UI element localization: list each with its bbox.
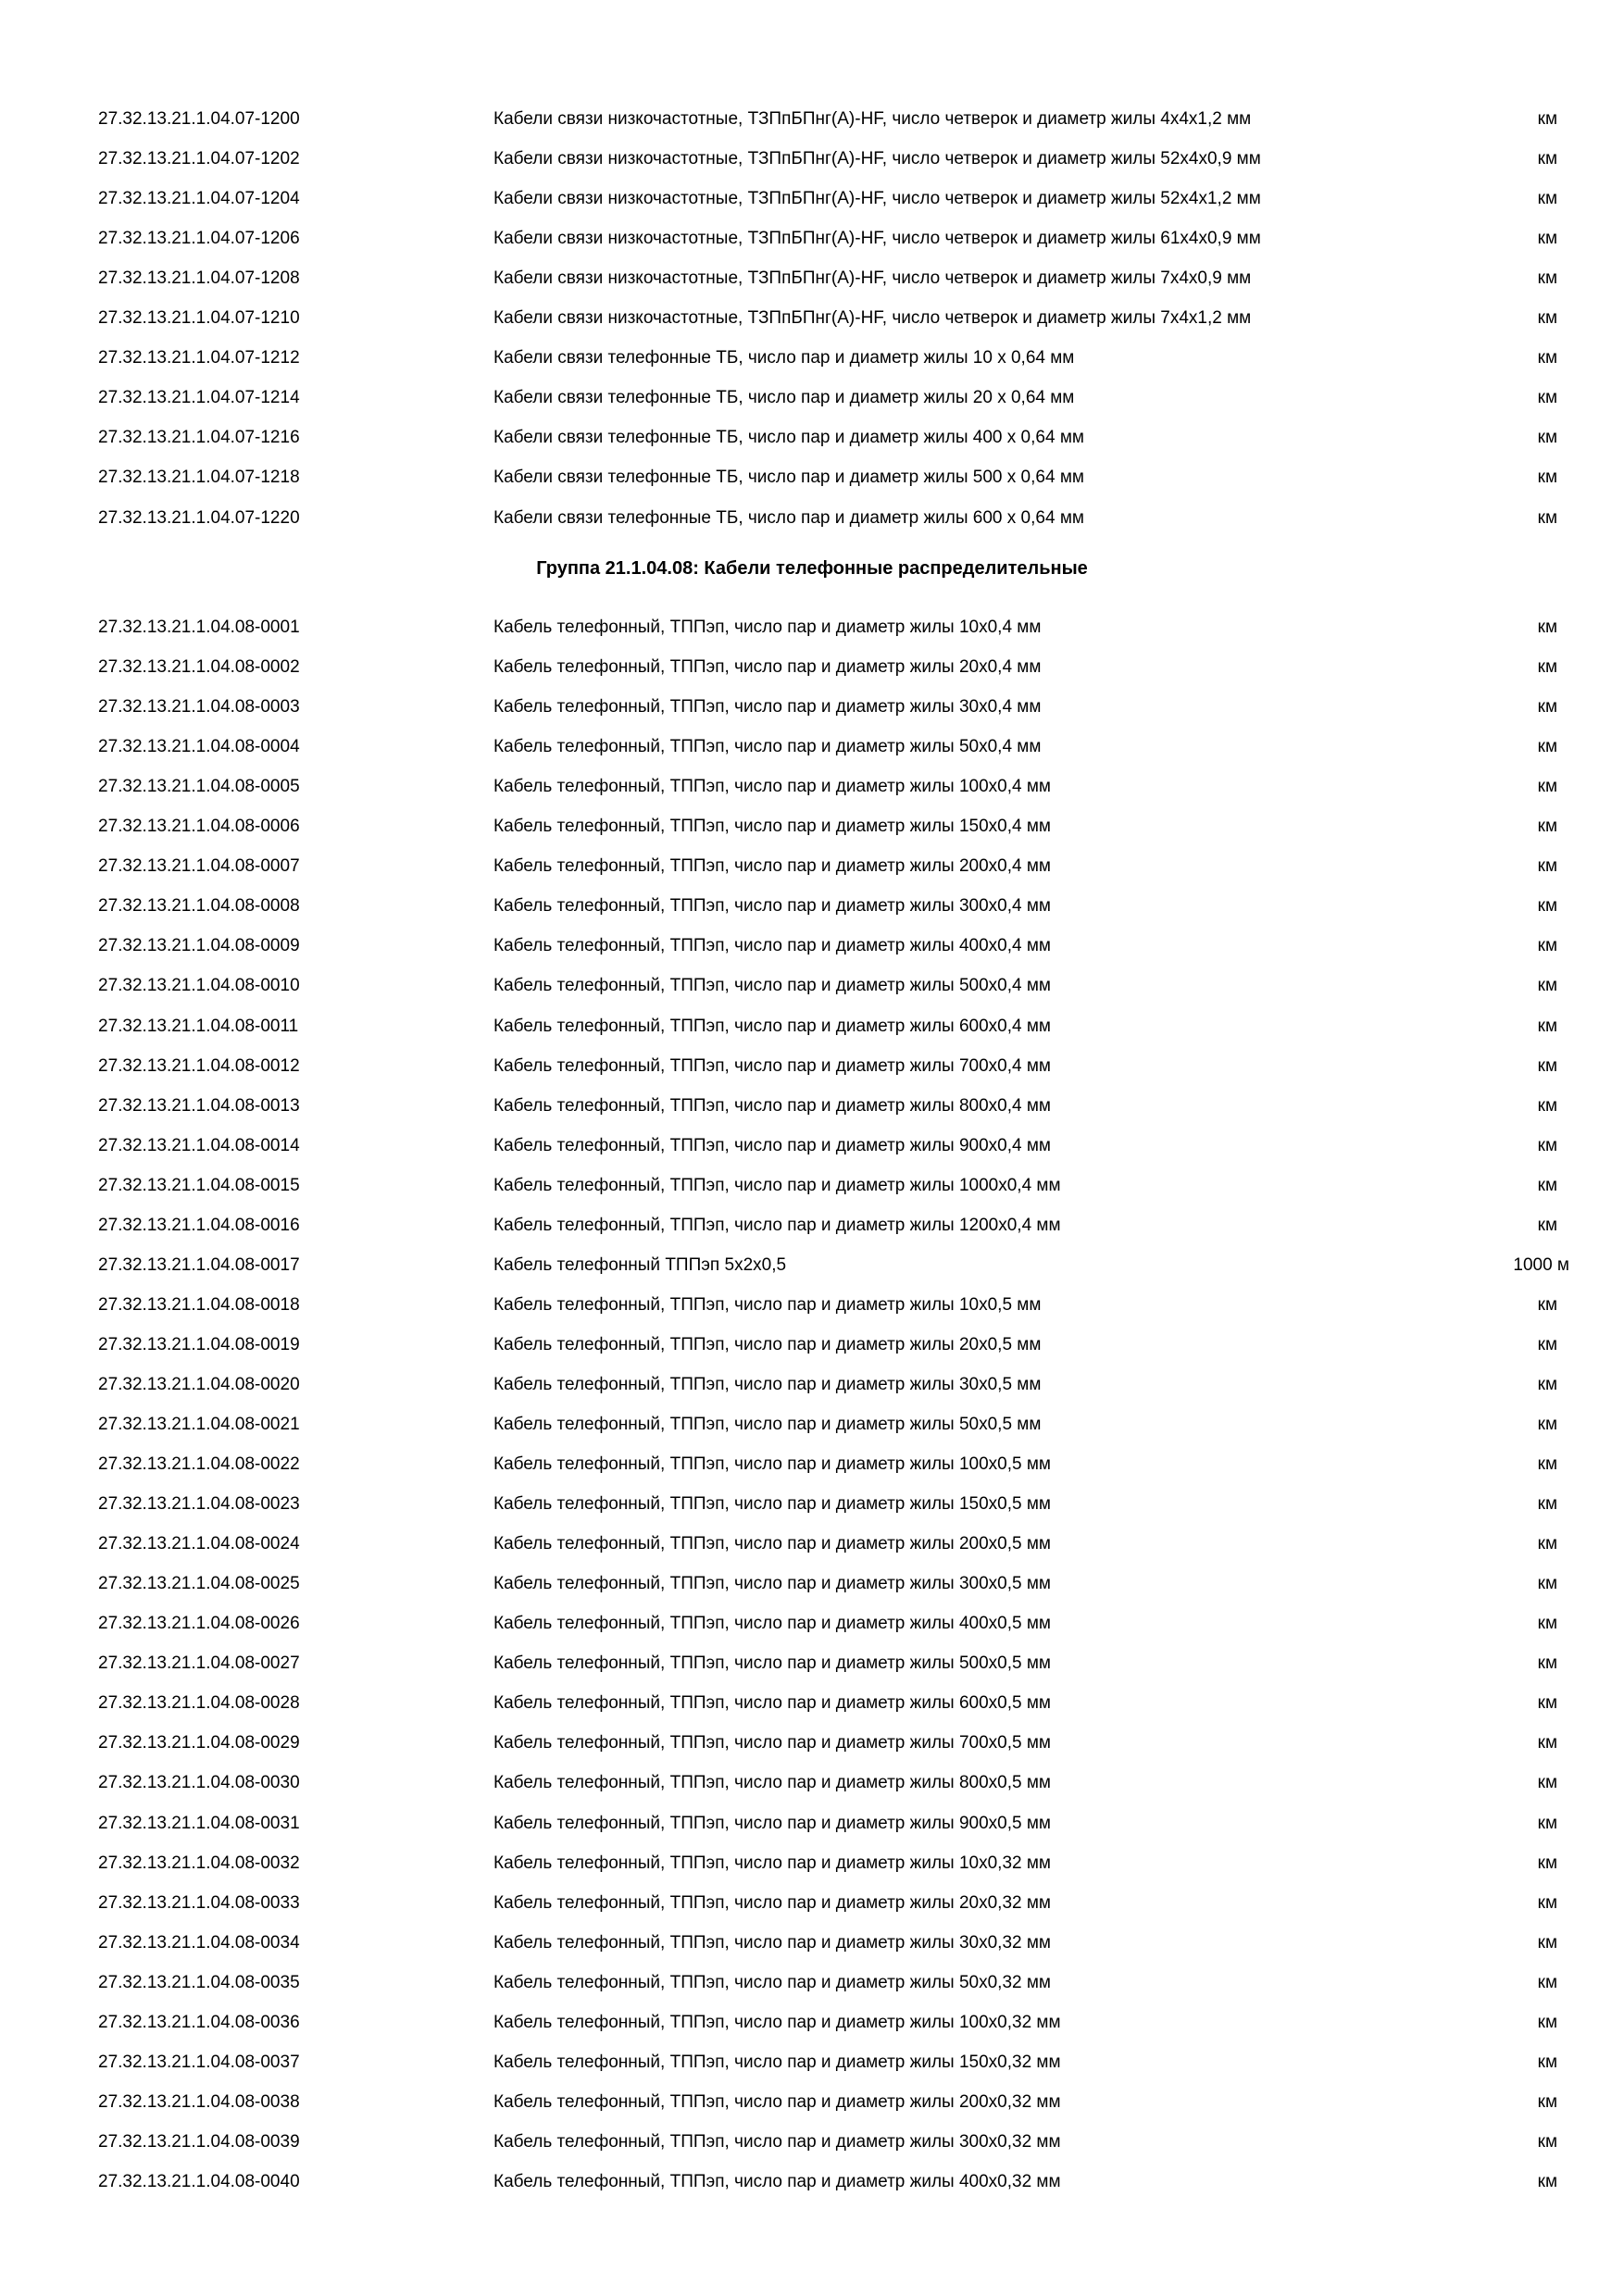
item-unit: км bbox=[1537, 1574, 1557, 1594]
item-description: Кабель телефонный, ТППэп, число пар и диаметр жилы 800х0,5 мм bbox=[493, 1773, 1051, 1793]
item-description: Кабель телефонный, ТППэп, число пар и диаметр жилы 500х0,4 мм bbox=[493, 976, 1051, 996]
item-unit: км bbox=[1537, 428, 1557, 448]
item-description: Кабель телефонный ТППэп 5х2х0,5 bbox=[493, 1254, 787, 1275]
item-code: 27.32.13.21.1.04.08-0040 bbox=[98, 2171, 300, 2191]
item-description: Кабели связи низкочастотные, ТЗПпБПнг(А)-HF, число четверок и диаметр жилы 61х4х0,9 мм bbox=[493, 229, 1261, 249]
table-row bbox=[0, 419, 1624, 456]
item-code: 27.32.13.21.1.04.08-0028 bbox=[98, 1693, 300, 1714]
item-code: 27.32.13.21.1.04.08-0008 bbox=[98, 896, 300, 917]
item-description: Кабель телефонный, ТППэп, число пар и диаметр жилы 300х0,4 мм bbox=[493, 896, 1051, 917]
table-row bbox=[0, 101, 1624, 138]
item-code: 27.32.13.21.1.04.08-0003 bbox=[98, 697, 300, 718]
table-row bbox=[0, 1088, 1624, 1125]
item-unit: км bbox=[1537, 777, 1557, 797]
table-row bbox=[0, 1287, 1624, 1324]
item-code: 27.32.13.21.1.04.08-0015 bbox=[98, 1175, 300, 1195]
table-row bbox=[0, 848, 1624, 885]
item-unit: км bbox=[1537, 268, 1557, 289]
table-row bbox=[0, 2004, 1624, 2041]
table-row bbox=[0, 1406, 1624, 1443]
item-description: Кабели связи телефонные ТБ, число пар и диаметр жилы 20 х 0,64 мм bbox=[493, 388, 1075, 408]
item-unit: км bbox=[1537, 1614, 1557, 1634]
item-code: 27.32.13.21.1.04.08-0026 bbox=[98, 1614, 300, 1634]
item-description: Кабель телефонный, ТППэп, число пар и диаметр жилы 200х0,32 мм bbox=[493, 2091, 1061, 2112]
item-unit: км bbox=[1537, 936, 1557, 956]
item-code: 27.32.13.21.1.04.07-1202 bbox=[98, 149, 300, 169]
table-row bbox=[0, 380, 1624, 417]
table-row bbox=[0, 1805, 1624, 1842]
item-code: 27.32.13.21.1.04.08-0025 bbox=[98, 1574, 300, 1594]
item-code: 27.32.13.21.1.04.08-0004 bbox=[98, 737, 300, 757]
table-row bbox=[0, 459, 1624, 496]
item-code: 27.32.13.21.1.04.08-0020 bbox=[98, 1374, 300, 1394]
item-code: 27.32.13.21.1.04.08-0001 bbox=[98, 618, 300, 637]
table-row bbox=[0, 1486, 1624, 1523]
table-row bbox=[0, 1048, 1624, 1085]
item-code: 27.32.13.21.1.04.07-1220 bbox=[98, 507, 300, 528]
item-description: Кабель телефонный, ТППэп, число пар и диаметр жилы 900х0,4 мм bbox=[493, 1135, 1051, 1155]
table-row bbox=[0, 1366, 1624, 1404]
item-unit: км bbox=[1537, 1972, 1557, 1992]
table-row bbox=[0, 1008, 1624, 1045]
table-row bbox=[0, 1327, 1624, 1364]
item-description: Кабель телефонный, ТППэп, число пар и диаметр жилы 10х0,32 мм bbox=[493, 1853, 1051, 1873]
table-row bbox=[0, 1885, 1624, 1922]
item-code: 27.32.13.21.1.04.08-0032 bbox=[98, 1853, 300, 1873]
item-description: Кабели связи низкочастотные, ТЗПпБПнг(А)-HF, число четверок и диаметр жилы 7х4х0,9 мм bbox=[493, 268, 1252, 289]
item-description: Кабель телефонный, ТППэп, число пар и диаметр жилы 300х0,5 мм bbox=[493, 1574, 1051, 1594]
item-unit: км bbox=[1537, 817, 1557, 837]
item-unit: км bbox=[1537, 149, 1557, 169]
table-row bbox=[0, 888, 1624, 925]
item-unit: км bbox=[1537, 1653, 1557, 1674]
item-code: 27.32.13.21.1.04.08-0036 bbox=[98, 2012, 300, 2032]
group-title: Группа 21.1.04.08: Кабели телефонные распределительные bbox=[536, 558, 1088, 579]
item-unit: км bbox=[1537, 737, 1557, 757]
item-code: 27.32.13.21.1.04.08-0027 bbox=[98, 1653, 300, 1674]
item-description: Кабель телефонный, ТППэп, число пар и диаметр жилы 30х0,5 мм bbox=[493, 1374, 1042, 1394]
item-unit: км bbox=[1537, 1773, 1557, 1793]
item-unit: км bbox=[1537, 976, 1557, 996]
item-unit: км bbox=[1537, 1892, 1557, 1913]
item-code: 27.32.13.21.1.04.08-0014 bbox=[98, 1135, 300, 1155]
table-row bbox=[0, 141, 1624, 178]
item-code: 27.32.13.21.1.04.08-0006 bbox=[98, 817, 300, 837]
item-description: Кабели связи низкочастотные, ТЗПпБПнг(А)-HF, число четверок и диаметр жилы 7х4х1,2 мм bbox=[493, 308, 1252, 329]
item-code: 27.32.13.21.1.04.08-0013 bbox=[98, 1095, 300, 1116]
item-code: 27.32.13.21.1.04.07-1210 bbox=[98, 308, 300, 329]
item-description: Кабель телефонный, ТППэп, число пар и диаметр жилы 1200х0,4 мм bbox=[493, 1215, 1061, 1235]
item-unit: км bbox=[1537, 1534, 1557, 1554]
item-code: 27.32.13.21.1.04.08-0022 bbox=[98, 1454, 300, 1475]
table-row bbox=[0, 768, 1624, 805]
item-description: Кабель телефонный, ТППэп, число пар и диаметр жилы 30х0,4 мм bbox=[493, 697, 1042, 718]
table-row bbox=[0, 967, 1624, 1004]
item-description: Кабель телефонный, ТППэп, число пар и диаметр жилы 200х0,4 мм bbox=[493, 856, 1051, 877]
item-code: 27.32.13.21.1.04.08-0030 bbox=[98, 1773, 300, 1793]
item-unit: км bbox=[1537, 388, 1557, 408]
table-row bbox=[0, 2044, 1624, 2081]
item-unit: км bbox=[1537, 1932, 1557, 1953]
item-unit: км bbox=[1537, 1095, 1557, 1116]
item-description: Кабель телефонный, ТППэп, число пар и диаметр жилы 100х0,5 мм bbox=[493, 1454, 1051, 1475]
item-unit: км bbox=[1537, 2012, 1557, 2032]
table-row bbox=[0, 1645, 1624, 1682]
table-row bbox=[0, 1566, 1624, 1603]
item-code: 27.32.13.21.1.04.08-0010 bbox=[98, 976, 300, 996]
item-code: 27.32.13.21.1.04.08-0034 bbox=[98, 1932, 300, 1953]
item-code: 27.32.13.21.1.04.08-0035 bbox=[98, 1972, 300, 1992]
item-description: Кабели связи телефонные ТБ, число пар и диаметр жилы 10 х 0,64 мм bbox=[493, 348, 1075, 368]
table-row bbox=[0, 1526, 1624, 1563]
item-code: 27.32.13.21.1.04.08-0029 bbox=[98, 1733, 300, 1753]
item-unit: км bbox=[1537, 1055, 1557, 1076]
item-description: Кабели связи низкочастотные, ТЗПпБПнг(А)-HF, число четверок и диаметр жилы 52х4х0,9 мм bbox=[493, 149, 1261, 169]
table-row bbox=[0, 1765, 1624, 1802]
table-row bbox=[0, 340, 1624, 377]
table-row bbox=[0, 1167, 1624, 1204]
item-unit: км bbox=[1537, 2052, 1557, 2072]
item-description: Кабель телефонный, ТППэп, число пар и диаметр жилы 20х0,32 мм bbox=[493, 1892, 1051, 1913]
item-code: 27.32.13.21.1.04.08-0012 bbox=[98, 1055, 300, 1076]
item-description: Кабель телефонный, ТППэп, число пар и диаметр жилы 500х0,5 мм bbox=[493, 1653, 1051, 1674]
item-description: Кабель телефонный, ТППэп, число пар и диаметр жилы 400х0,4 мм bbox=[493, 936, 1051, 956]
item-description: Кабель телефонный, ТППэп, число пар и диаметр жилы 1000х0,4 мм bbox=[493, 1175, 1061, 1195]
item-description: Кабель телефонный, ТППэп, число пар и диаметр жилы 150х0,32 мм bbox=[493, 2052, 1061, 2072]
item-unit: км bbox=[1537, 618, 1557, 637]
table-row bbox=[0, 729, 1624, 766]
item-unit: км bbox=[1537, 1693, 1557, 1714]
item-unit: км bbox=[1537, 189, 1557, 209]
item-unit: км bbox=[1537, 657, 1557, 678]
item-unit: км bbox=[1537, 1334, 1557, 1354]
item-code: 27.32.13.21.1.04.08-0019 bbox=[98, 1334, 300, 1354]
item-description: Кабели связи телефонные ТБ, число пар и диаметр жилы 600 х 0,64 мм bbox=[493, 507, 1084, 528]
table-row bbox=[0, 1925, 1624, 1962]
item-description: Кабель телефонный, ТППэп, число пар и диаметр жилы 900х0,5 мм bbox=[493, 1813, 1051, 1833]
item-unit: км bbox=[1537, 1494, 1557, 1515]
item-unit: км bbox=[1537, 1415, 1557, 1434]
item-description: Кабель телефонный, ТППэп, число пар и диаметр жилы 200х0,5 мм bbox=[493, 1534, 1051, 1554]
item-description: Кабель телефонный, ТППэп, число пар и диаметр жилы 150х0,4 мм bbox=[493, 817, 1051, 837]
item-description: Кабель телефонный, ТППэп, число пар и диаметр жилы 800х0,4 мм bbox=[493, 1095, 1051, 1116]
item-code: 27.32.13.21.1.04.08-0011 bbox=[98, 1016, 299, 1036]
item-unit: 1000 м bbox=[1513, 1254, 1569, 1275]
item-code: 27.32.13.21.1.04.07-1208 bbox=[98, 268, 300, 289]
item-code: 27.32.13.21.1.04.08-0023 bbox=[98, 1494, 300, 1515]
table-row bbox=[0, 609, 1624, 646]
table-row bbox=[0, 500, 1624, 537]
table-row bbox=[0, 1685, 1624, 1722]
item-unit: км bbox=[1537, 1215, 1557, 1235]
item-code: 27.32.13.21.1.04.07-1200 bbox=[98, 109, 300, 129]
item-code: 27.32.13.21.1.04.08-0039 bbox=[98, 2131, 300, 2152]
table-row bbox=[0, 300, 1624, 337]
item-unit: км bbox=[1537, 896, 1557, 917]
item-code: 27.32.13.21.1.04.08-0024 bbox=[98, 1534, 300, 1554]
item-unit: км bbox=[1537, 1175, 1557, 1195]
item-unit: км bbox=[1537, 1294, 1557, 1315]
table-row bbox=[0, 808, 1624, 845]
item-unit: км bbox=[1537, 697, 1557, 718]
item-unit: км bbox=[1537, 856, 1557, 877]
table-row bbox=[0, 1725, 1624, 1762]
table-row bbox=[0, 649, 1624, 686]
item-code: 27.32.13.21.1.04.08-0018 bbox=[98, 1294, 300, 1315]
item-unit: км bbox=[1537, 1016, 1557, 1036]
item-code: 27.32.13.21.1.04.07-1204 bbox=[98, 189, 300, 209]
item-unit: км bbox=[1537, 468, 1557, 488]
item-unit: км bbox=[1537, 109, 1557, 129]
item-code: 27.32.13.21.1.04.07-1206 bbox=[98, 229, 300, 249]
table-row bbox=[0, 1605, 1624, 1642]
item-unit: км bbox=[1537, 348, 1557, 368]
item-description: Кабель телефонный, ТППэп, число пар и диаметр жилы 30х0,32 мм bbox=[493, 1932, 1051, 1953]
table-row bbox=[0, 220, 1624, 257]
item-unit: км bbox=[1537, 308, 1557, 329]
table-row bbox=[0, 2124, 1624, 2161]
table-row bbox=[0, 260, 1624, 297]
item-description: Кабель телефонный, ТППэп, число пар и диаметр жилы 20х0,4 мм bbox=[493, 657, 1042, 678]
item-unit: км bbox=[1537, 1733, 1557, 1753]
item-code: 27.32.13.21.1.04.08-0021 bbox=[98, 1415, 300, 1434]
item-description: Кабель телефонный, ТППэп, число пар и диаметр жилы 50х0,5 мм bbox=[493, 1415, 1042, 1434]
item-code: 27.32.13.21.1.04.08-0002 bbox=[98, 657, 300, 678]
item-description: Кабель телефонный, ТППэп, число пар и диаметр жилы 50х0,4 мм bbox=[493, 737, 1042, 757]
item-description: Кабель телефонный, ТППэп, число пар и диаметр жилы 100х0,4 мм bbox=[493, 777, 1051, 797]
item-code: 27.32.13.21.1.04.07-1216 bbox=[98, 428, 300, 448]
table-row bbox=[0, 689, 1624, 726]
item-unit: км bbox=[1537, 1454, 1557, 1475]
table-row bbox=[0, 1207, 1624, 1244]
item-description: Кабель телефонный, ТППэп, число пар и диаметр жилы 600х0,4 мм bbox=[493, 1016, 1051, 1036]
item-unit: км bbox=[1537, 229, 1557, 249]
item-description: Кабель телефонный, ТППэп, число пар и диаметр жилы 400х0,5 мм bbox=[493, 1614, 1051, 1634]
item-description: Кабели связи телефонные ТБ, число пар и диаметр жилы 400 х 0,64 мм bbox=[493, 428, 1084, 448]
item-code: 27.32.13.21.1.04.08-0038 bbox=[98, 2091, 300, 2112]
table-row bbox=[0, 1845, 1624, 1882]
table-row bbox=[0, 1128, 1624, 1165]
item-code: 27.32.13.21.1.04.08-0031 bbox=[98, 1813, 300, 1833]
item-unit: км bbox=[1537, 1853, 1557, 1873]
table-row bbox=[0, 1965, 1624, 2002]
item-description: Кабель телефонный, ТППэп, число пар и диаметр жилы 300х0,32 мм bbox=[493, 2131, 1061, 2152]
item-unit: км bbox=[1537, 1135, 1557, 1155]
item-description: Кабели связи низкочастотные, ТЗПпБПнг(А)-HF, число четверок и диаметр жилы 52х4х1,2 мм bbox=[493, 189, 1261, 209]
item-description: Кабель телефонный, ТППэп, число пар и диаметр жилы 700х0,4 мм bbox=[493, 1055, 1051, 1076]
table-row bbox=[0, 2084, 1624, 2121]
item-code: 27.32.13.21.1.04.08-0016 bbox=[98, 1215, 300, 1235]
item-code: 27.32.13.21.1.04.07-1214 bbox=[98, 388, 300, 408]
item-code: 27.32.13.21.1.04.08-0005 bbox=[98, 777, 300, 797]
item-code: 27.32.13.21.1.04.07-1212 bbox=[98, 348, 300, 368]
item-description: Кабель телефонный, ТППэп, число пар и диаметр жилы 10х0,4 мм bbox=[493, 618, 1042, 637]
table-row bbox=[0, 1446, 1624, 1483]
item-description: Кабель телефонный, ТППэп, число пар и диаметр жилы 50х0,32 мм bbox=[493, 1972, 1051, 1992]
item-unit: км bbox=[1537, 1374, 1557, 1394]
item-description: Кабели связи телефонные ТБ, число пар и диаметр жилы 500 х 0,64 мм bbox=[493, 468, 1084, 488]
item-unit: км bbox=[1537, 2091, 1557, 2112]
item-code: 27.32.13.21.1.04.08-0017 bbox=[98, 1254, 300, 1275]
item-unit: км bbox=[1537, 2171, 1557, 2191]
item-description: Кабель телефонный, ТППэп, число пар и диаметр жилы 400х0,32 мм bbox=[493, 2171, 1061, 2191]
item-code: 27.32.13.21.1.04.08-0007 bbox=[98, 856, 300, 877]
item-description: Кабель телефонный, ТППэп, число пар и диаметр жилы 20х0,5 мм bbox=[493, 1334, 1042, 1354]
item-code: 27.32.13.21.1.04.08-0037 bbox=[98, 2052, 300, 2072]
table-row bbox=[0, 181, 1624, 218]
item-unit: км bbox=[1537, 2131, 1557, 2152]
item-unit: км bbox=[1537, 507, 1557, 528]
item-code: 27.32.13.21.1.04.07-1218 bbox=[98, 468, 300, 488]
item-description: Кабель телефонный, ТППэп, число пар и диаметр жилы 600х0,5 мм bbox=[493, 1693, 1051, 1714]
table-row bbox=[0, 928, 1624, 965]
item-description: Кабели связи низкочастотные, ТЗПпБПнг(А)-HF, число четверок и диаметр жилы 4х4х1,2 мм bbox=[493, 109, 1252, 129]
item-code: 27.32.13.21.1.04.08-0033 bbox=[98, 1892, 300, 1913]
item-description: Кабель телефонный, ТППэп, число пар и диаметр жилы 10х0,5 мм bbox=[493, 1294, 1042, 1315]
table-row bbox=[0, 1247, 1624, 1284]
item-description: Кабель телефонный, ТППэп, число пар и диаметр жилы 100х0,32 мм bbox=[493, 2012, 1061, 2032]
item-description: Кабель телефонный, ТППэп, число пар и диаметр жилы 700х0,5 мм bbox=[493, 1733, 1051, 1753]
table-row bbox=[0, 2164, 1624, 2201]
item-code: 27.32.13.21.1.04.08-0009 bbox=[98, 936, 300, 956]
item-unit: км bbox=[1537, 1813, 1557, 1833]
item-description: Кабель телефонный, ТППэп, число пар и диаметр жилы 150х0,5 мм bbox=[493, 1494, 1051, 1515]
